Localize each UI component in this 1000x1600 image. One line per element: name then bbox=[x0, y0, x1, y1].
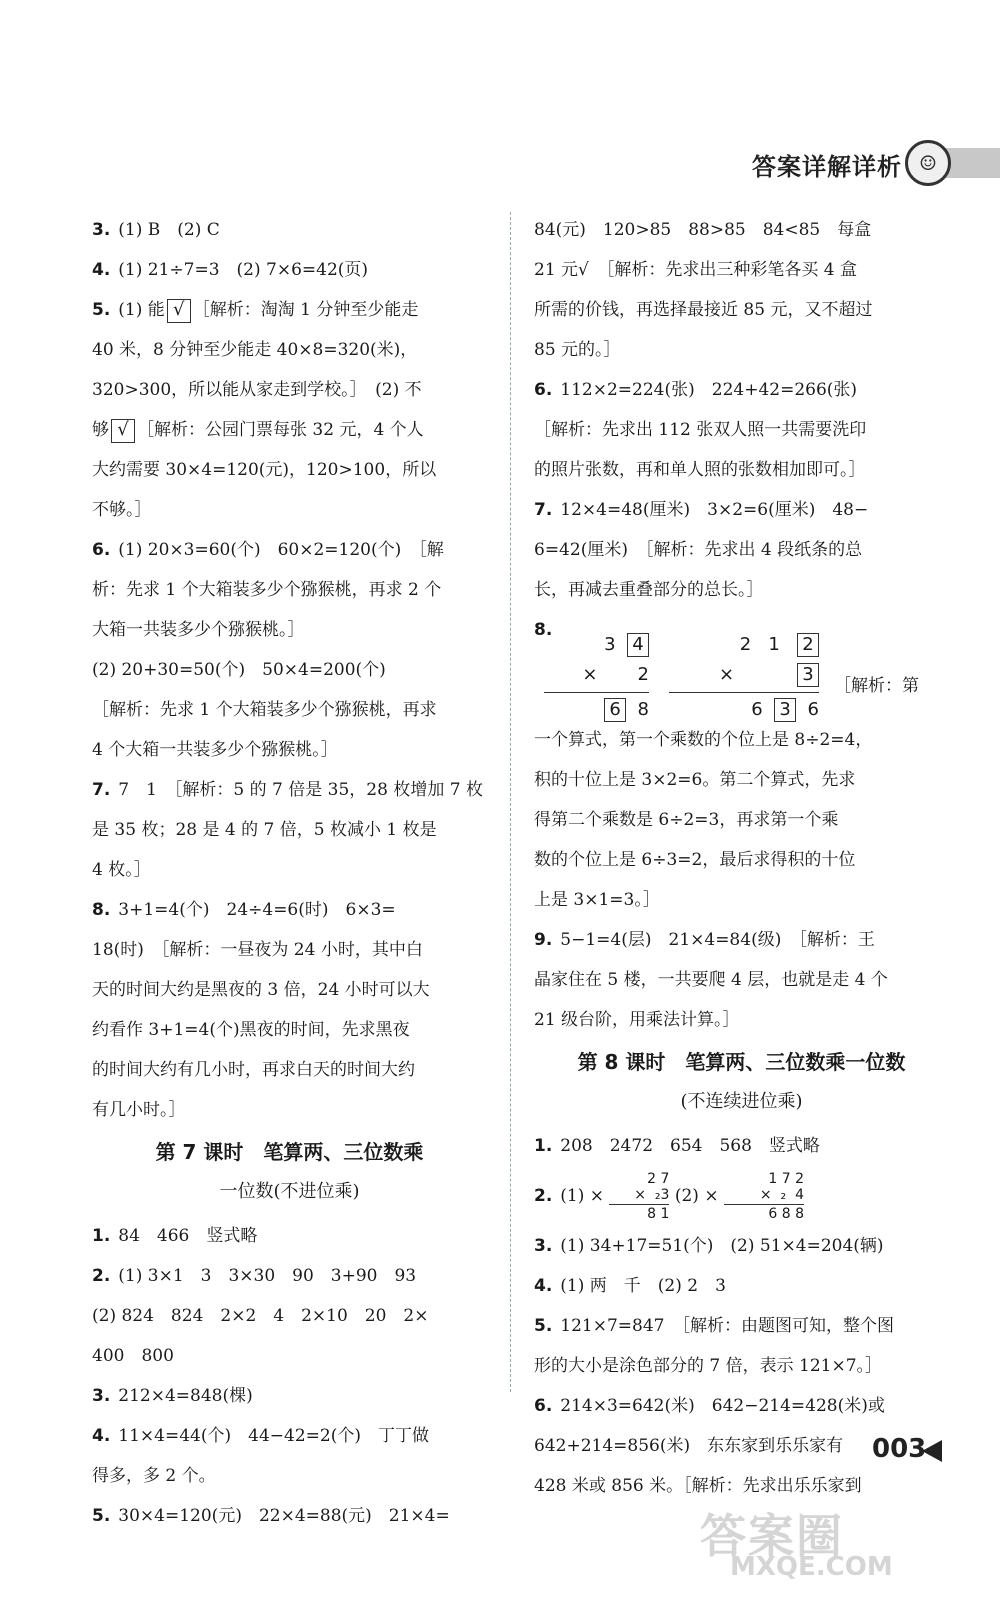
section-8-subtitle: (不连续进位乘) bbox=[680, 1091, 803, 1112]
s8-answer-4: 4. (1) 两 千 (2) 2 3 bbox=[534, 1276, 726, 1296]
s7-answer-5: 5. 30×4=120(元) 22×4=88(元) 21×4= bbox=[92, 1506, 450, 1526]
s8-answer-2: 2. (1) × 2 7 × ₂3 8 1 (2) × 1 7 2 × ₂ 4 6 8 8 bbox=[534, 1171, 804, 1222]
answer-5: 5. (1) 能 √ ［解析：淘淘 1 分钟至少能走 40 米，8 分钟至少能走 40×8=320(米)， 320>300，所以能从家走到学校。］ (2) 不 够 √ ［解析：公园门票每张 32 元，4 个人 大约需要 30×4=120(元)，120>100，所以 不够。］ bbox=[92, 298, 437, 520]
section-8-title: 第 8 课时 笔算两、三位数乘一位数 bbox=[577, 1050, 906, 1074]
s7-answer-3: 3. 212×4=848(棵) bbox=[92, 1386, 253, 1406]
watermark-logo: 答案圈 bbox=[700, 1509, 844, 1563]
page-arrow-icon bbox=[922, 1440, 942, 1462]
section-7-subtitle: 一位数(不进位乘) bbox=[219, 1181, 360, 1202]
left-column bbox=[92, 210, 487, 1536]
page-number: 003 bbox=[872, 1434, 927, 1464]
s7-answer-1: 1. 84 466 竖式略 bbox=[92, 1226, 258, 1246]
s8-answer-1: 1. 208 2472 654 568 竖式略 bbox=[534, 1136, 820, 1156]
answer-8-right: 8. 3 4 × 2 6 8 2 1 2 × 3 6 3 6 ［解析：第 一个算式，第一个乘数的个位上是 8÷2=4， 积的十位上是 3×2=6。第二个算式，先求 得第二个乘数是 6÷2=3，再求第一个乘 数的个位上是 6÷3=2，最后求得积的十位 上是 3×1=3。］ bbox=[534, 610, 949, 920]
section-7-title: 第 7 课时 笔算两、三位数乘 bbox=[155, 1140, 424, 1164]
s7-answer-2: 2. (1) 3×1 3 3×30 90 3+90 93 (2) 824 824 2×2 4 2×10 20 2× 400 800 bbox=[92, 1266, 429, 1366]
s8-answer-5: 5. 121×7=847 ［解析：由题图可知，整个图 形的大小是涂色部分的 7 倍，表示 121×7。］ bbox=[534, 1316, 894, 1376]
header-title: 答案详解详析 bbox=[752, 153, 902, 181]
answer-6: 6. (1) 20×3=60(个) 60×2=120(个) ［解 析：先求 1 个大箱装多少个猕猴桃，再求 2 个 大箱一共装多少个猕猴桃。］ (2) 20+30=50(个) 50×4=200(个) ［解析：先求 1 个大箱装多少个猕猴桃，再求 4 个大箱一共装多少个猕猴桃。］ bbox=[92, 540, 444, 760]
page-header bbox=[0, 0, 1000, 190]
check-mark-icon: √ bbox=[111, 419, 135, 443]
column-divider bbox=[510, 212, 511, 1392]
answer-6-right: 6. 112×2=224(张) 224+42=266(张) ［解析：先求出 112 张双人照一共需要洗印 的照片张数，再和单人照的张数相加即可。］ bbox=[534, 380, 867, 480]
s8-answer-3: 3. (1) 34+17=51(个) (2) 51×4=204(辆) bbox=[534, 1236, 884, 1256]
vertical-calc-1: 3 4 × 2 6 8 bbox=[544, 630, 649, 725]
check-mark-icon: √ bbox=[167, 299, 191, 323]
answer-7: 7. 7 1 ［解析：5 的 7 倍是 35，28 枚增加 7 枚 是 35 枚；28 是 4 的 7 倍，5 枚减小 1 枚是 4 枚。］ bbox=[92, 780, 483, 880]
answer-7-right: 7. 12×4=48(厘米) 3×2=6(厘米) 48− 6=42(厘米) ［解析：先求出 4 段纸条的总 长，再减去重叠部分的总长。］ bbox=[534, 500, 869, 600]
mini-vertical-2: 1 7 2 × ₂ 4 6 8 8 bbox=[724, 1171, 804, 1222]
answer-4: 4. (1) 21÷7=3 (2) 7×6=42(页) bbox=[92, 260, 369, 280]
vertical-calc-2: 2 1 2 × 3 6 3 6 bbox=[669, 630, 819, 725]
watermark-url: MXQE.COM bbox=[730, 1552, 893, 1582]
mini-vertical-1: 2 7 × ₂3 8 1 bbox=[609, 1171, 669, 1222]
answer-3: 3. (1) B (2) C bbox=[92, 220, 220, 240]
mascot-icon: ☺ bbox=[905, 140, 951, 186]
answer-9-right: 9. 5−1=4(层) 21×4=84(级) ［解析：王 晶家住在 5 楼，一共要爬 4 层，也就是走 4 个 21 级台阶，用乘法计算。］ bbox=[534, 930, 888, 1030]
s8-answer-6: 6. 214×3=642(米) 642−214=428(米)或 642+214=856(米) 东东家到乐乐家有 428 米或 856 米。［解析：先求出乐乐家到 bbox=[534, 1396, 885, 1496]
vertical-multiplications: 8. 3 4 × 2 6 8 2 1 2 × 3 6 3 6 ［解析：第 bbox=[534, 610, 949, 720]
answer-8: 8. 3+1=4(个) 24÷4=6(时) 6×3= 18(时) ［解析：一昼夜为 24 小时，其中白 天的时间大约是黑夜的 3 倍，24 小时可以大 约看作 3+1=4(个)黑夜的时间，先求黑夜 的时间大约有几小时，再求白天的时间大约 有几小时。］ bbox=[92, 900, 430, 1120]
s7-answer-4: 4. 11×4=44(个) 44−42=2(个) 丁丁做 得多，多 2 个。 bbox=[92, 1426, 429, 1486]
right-column bbox=[534, 210, 949, 1506]
answer-5-continued: 84(元) 120>85 88>85 84<85 每盒 21 元√ ［解析：先求出三种彩笔各买 4 盒 所需的价钱，再选择最接近 85 元，又不超过 85 元的。］ bbox=[534, 220, 873, 360]
